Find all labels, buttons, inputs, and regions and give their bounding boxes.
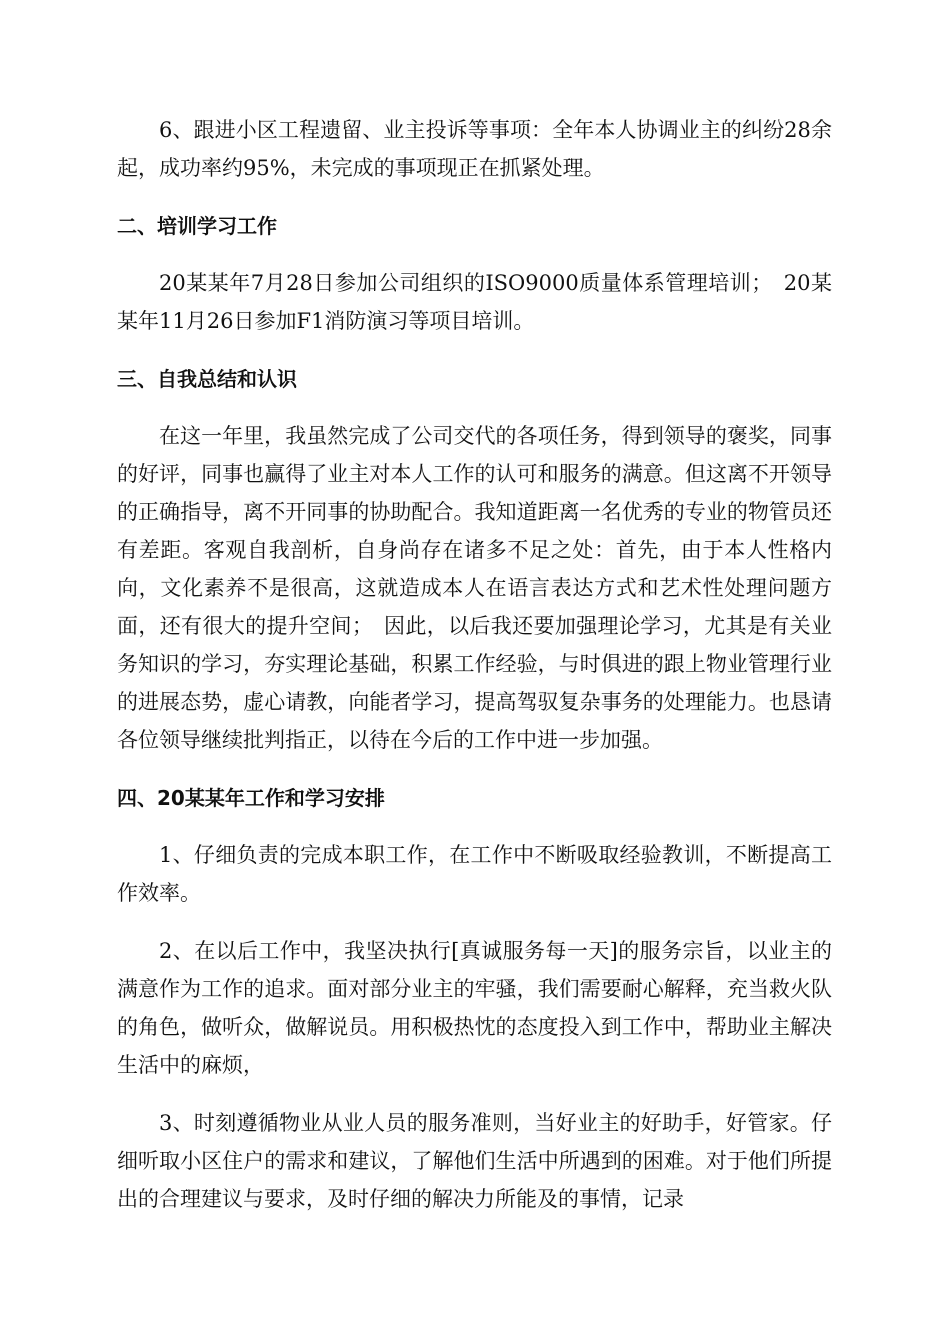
paragraph-training: 20某某年7月28日参加公司组织的ISO9000质量体系管理培训； 20某某年11月26日参加F1消防演习等项目培训。 bbox=[117, 271, 832, 333]
paragraph-plan-1: 1、仔细负责的完成本职工作，在工作中不断吸取经验教训，不断提高工作效率。 bbox=[117, 843, 832, 905]
section-heading-training: 二、培训学习工作 bbox=[117, 214, 277, 238]
paragraph-plan-2: 2、在以后工作中，我坚决执行[真诚服务每一天]的服务宗旨，以业主的满意作为工作的追求。面对部分业主的牢骚，我们需要耐心解释，充当救火队的角色，做听众，做解说员。用积极热忱的态度投入到工作中，帮助业主解决生活中的麻烦， bbox=[117, 939, 832, 1077]
section-heading-self-summary: 三、自我总结和认识 bbox=[117, 367, 297, 391]
document-body bbox=[117, 111, 832, 1238]
paragraph-plan-3: 3、时刻遵循物业从业人员的服务准则，当好业主的好助手，好管家。仔细听取小区住户的需求和建议，了解他们生活中所遇到的困难。对于他们所提出的合理建议与要求，及时仔细的解决力所能及的事情，记录 bbox=[117, 1111, 832, 1211]
section-heading-work-plan: 四、20某某年工作和学习安排 bbox=[117, 786, 385, 810]
paragraph-self-summary: 在这一年里，我虽然完成了公司交代的各项任务，得到领导的褒奖，同事的好评，同事也赢得了业主对本人工作的认可和服务的满意。但这离不开领导的正确指导，离不开同事的协助配合。我知道距离一名优秀的专业的物管员还有差距。客观自我剖析，自身尚存在诸多不足之处：首先，由于本人性格内向，文化素养不是很高，这就造成本人在语言表达方式和艺术性处理问题方面，还有很大的提升空间； 因此，以后我还要加强理论学习，尤其是有关业务知识的学习，夯实理论基础，积累工作经验，与时俱进的跟上物业管理行业的进展态势，虚心请教，向能者学习，提高驾驭复杂事务的处理能力。也恳请各位领导继续批判指正，以待在今后的工作中进一步加强。 bbox=[117, 424, 832, 752]
paragraph-item-6: 6、跟进小区工程遗留、业主投诉等事项：全年本人协调业主的纠纷28余起，成功率约95%，未完成的事项现正在抓紧处理。 bbox=[117, 118, 832, 180]
